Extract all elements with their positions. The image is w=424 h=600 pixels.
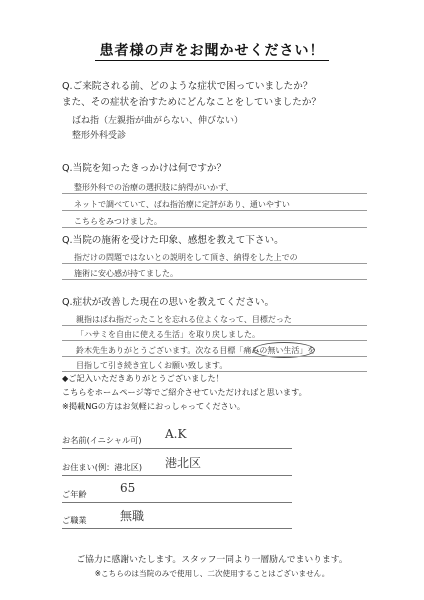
q3-rule1 [62, 263, 367, 264]
name-label: お名前(イニシャル可) [62, 435, 142, 445]
name-value: A.K [165, 427, 187, 441]
publish-note: こちらをホームページ等でご紹介させていただければと思います。 [62, 387, 307, 397]
q3-question: Q.当院の施術を受けた印象、感想を教えて下さい。 [62, 235, 284, 246]
q4-answer3: 鈴木先生ありがとうございます。次なる目標「痛みの無い生活」を [76, 346, 316, 355]
form-title: 患者様の声をお聞かせください！ [99, 43, 325, 59]
q4-rule3 [62, 356, 367, 357]
q3-answer2: 施術に安心感が持てました。 [74, 269, 178, 278]
q3-answer1: 指だけの問題ではないとの説明をして頂き、納得をした上での [74, 253, 298, 262]
q2-rule3 [62, 227, 367, 228]
ng-note: ※掲載NGの方はお気軽におっしゃってください。 [62, 401, 246, 411]
thanks-note: ◆ご記入いただきありがとうございました！ [62, 373, 224, 383]
job-value: 無職 [120, 509, 145, 523]
q1-line2: また、その症状を治すためにどんなことをしていましたか？ [62, 97, 322, 108]
q3-rule2 [62, 279, 367, 280]
name-rule [62, 448, 292, 449]
q4-answer1: 親指はばね指だったことを忘れる位よくなって、目標だった [76, 315, 292, 324]
q1-answer1: ばね指（左親指が曲がらない、伸びない） [72, 116, 244, 126]
q2-answer3: こちらをみつけました。 [74, 217, 162, 226]
job-label: ご職業 [62, 515, 87, 525]
age-value: 65 [120, 481, 136, 495]
q2-question: Q.当院を知ったきっかけは何ですか？ [62, 163, 227, 174]
q1-line1: Q.ご来院される前、どのような症状で困っていましたか？ [62, 81, 313, 92]
q2-answer2: ネットで調べていて、ばね指治療に定評があり、通いやすい [74, 200, 290, 209]
q4-rule1 [62, 325, 367, 326]
q2-rule1 [62, 193, 367, 194]
q2-rule2 [62, 210, 367, 211]
q4-answer4: 目指して引き続き宜しくお願い致します。 [76, 361, 228, 370]
q4-answer2: 「ハサミを自由に使える生活」を取り戻しました。 [76, 330, 260, 339]
title-underline [95, 60, 329, 61]
address-label: お住まい(例：港北区) [62, 462, 143, 472]
q4-rule2 [62, 340, 367, 341]
age-rule [62, 502, 292, 503]
q2-answer1: 整形外科での治療の選択肢に納得がいかず、 [74, 183, 234, 192]
address-rule [62, 475, 292, 476]
job-rule [62, 528, 292, 529]
q1-answer2: 整形外科受診 [72, 131, 127, 141]
q4-question: Q.症状が改善した現在の思いを教えてください。 [62, 297, 275, 308]
address-value: 港北区 [165, 456, 202, 470]
footer-thanks: ご協力に感謝いたします。スタッフ一同より一層励んでまいります。 [76, 555, 348, 565]
footer-privacy: ※こちらのは当院のみで使用し、二次使用することはございません。 [94, 569, 330, 578]
age-label: ご年齢 [62, 489, 87, 499]
